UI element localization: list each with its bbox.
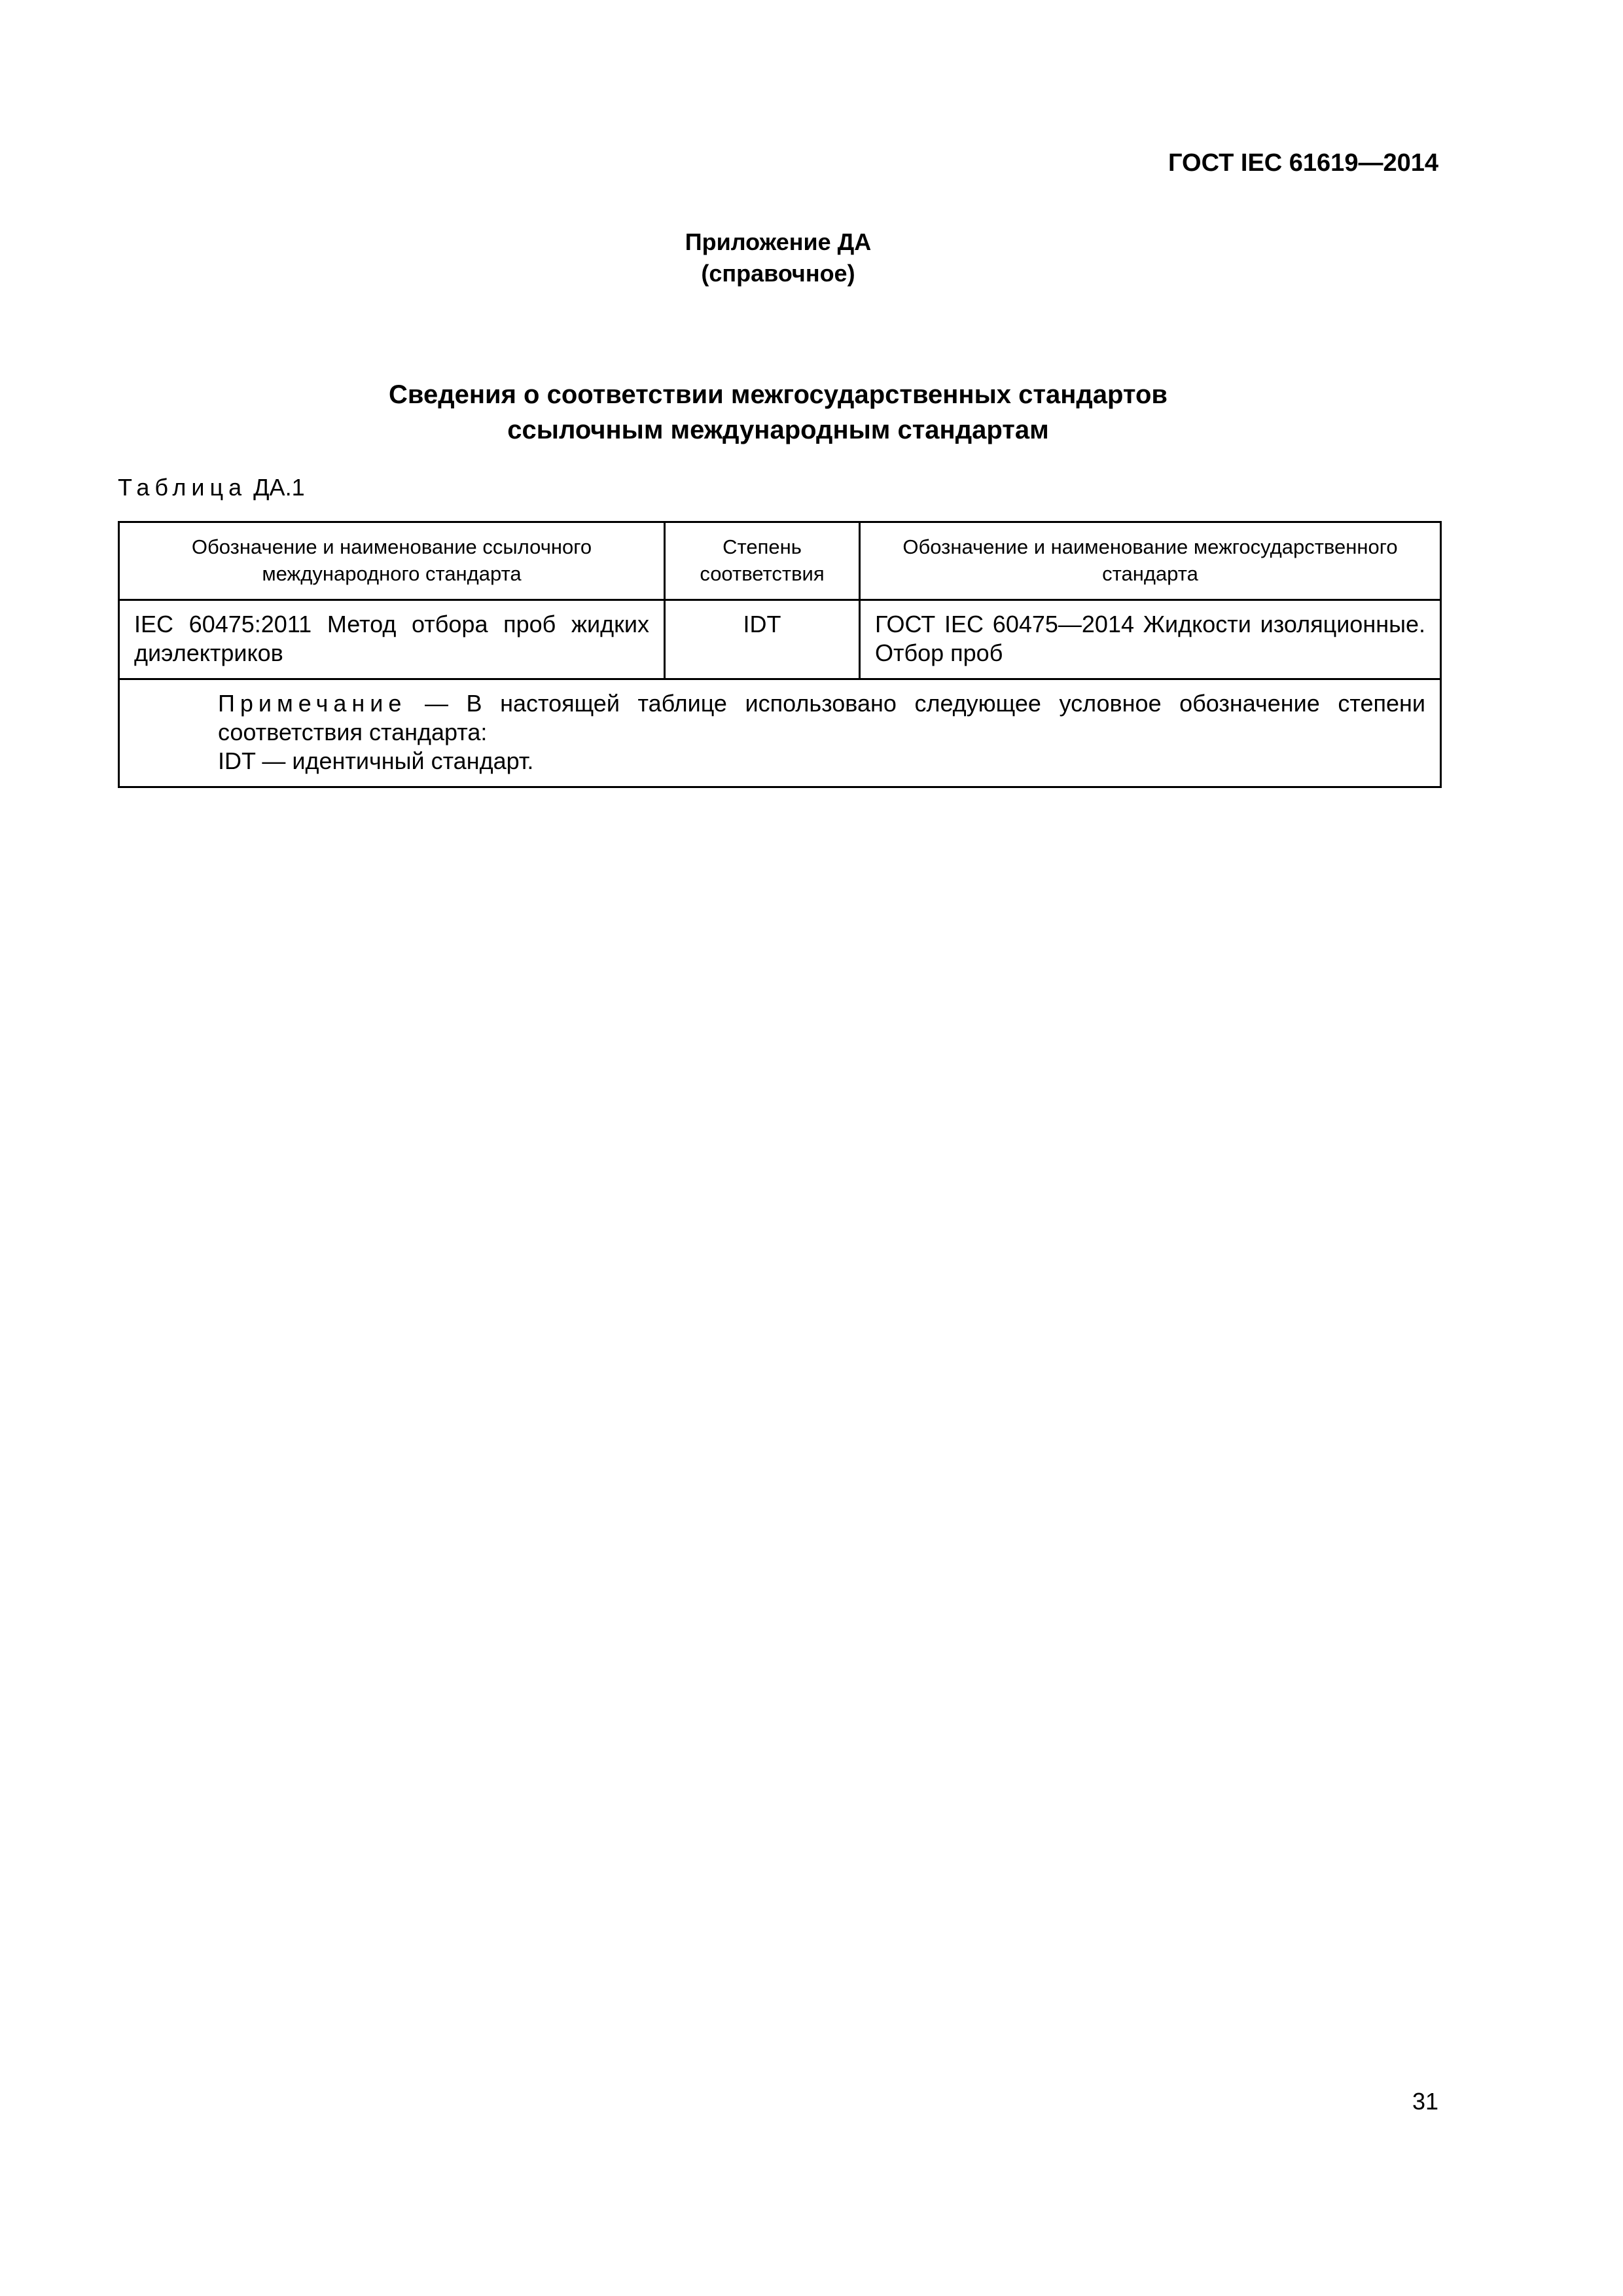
table-note — [134, 689, 1425, 747]
section-heading-line-1: Сведения о соответствии межгосударственных стандартов — [389, 380, 1168, 409]
appendix-heading — [118, 226, 1438, 289]
cell-degree-of-correspondence: IDT — [665, 600, 860, 679]
table-caption-number: ДА.1 — [253, 474, 305, 501]
column-header-international-standard: Обозначение и наименование ссылочного международного стандарта — [119, 522, 665, 600]
table-row — [119, 600, 1441, 679]
appendix-subtitle: (справочное) — [701, 260, 855, 287]
standards-correspondence-table — [118, 521, 1442, 788]
table-caption-word: Таблица — [118, 474, 247, 501]
section-heading-line-2: ссылочным международным стандартам — [507, 416, 1049, 444]
document-standard-code: ГОСТ IEC 61619—2014 — [1168, 149, 1438, 177]
table-note-legend: IDT — идентичный стандарт. — [218, 747, 534, 774]
table-header-row — [119, 522, 1441, 600]
appendix-title: Приложение ДА — [685, 228, 872, 255]
section-heading — [118, 377, 1438, 448]
cell-interstate-standard: ГОСТ IEC 60475—2014 Жидкости изоляционные. Отбор проб — [860, 600, 1441, 679]
table-note-text: — В настоящей таблице использовано следующее условное обозначение степени соответствия стандарта: — [218, 690, 1425, 745]
page-number: 31 — [1412, 2088, 1438, 2115]
table-caption — [118, 473, 305, 503]
table-note-cell — [119, 679, 1441, 787]
cell-international-standard: IEC 60475:2011 Метод отбора проб жидких диэлектриков — [119, 600, 665, 679]
column-header-degree-of-correspondence: Степень соответствия — [665, 522, 860, 600]
table-note-row — [119, 679, 1441, 787]
column-header-interstate-standard: Обозначение и наименование межгосударственного стандарта — [860, 522, 1441, 600]
table-note-label: Примечание — [218, 690, 407, 717]
